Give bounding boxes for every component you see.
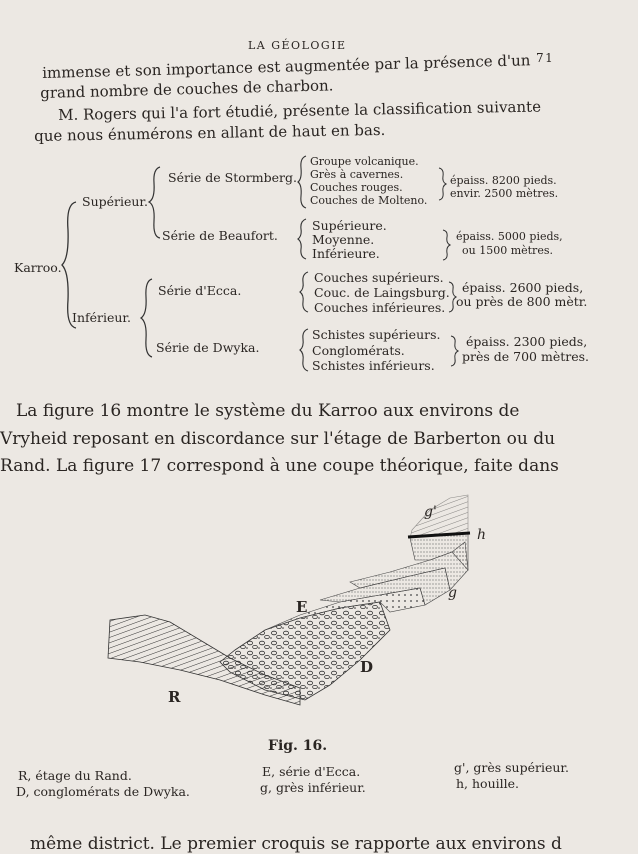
paragraph-line-1: La figure 16 montre le système du Karroo aux environs de bbox=[16, 401, 520, 421]
paragraph-line-2: Vryheid reposant en discordance sur l'étage de Barberton ou du bbox=[0, 429, 556, 449]
figure-label-h: h bbox=[477, 527, 487, 543]
running-header: LA GÉOLOGIE bbox=[248, 39, 347, 52]
intro-line-3: M. Rogers qui l'a fort étudié, présente la classification suivante bbox=[58, 97, 542, 124]
ecca-layer-3: Couches inférieures. bbox=[314, 300, 446, 315]
beaufort-thickness-1: épaiss. 5000 pieds, bbox=[456, 230, 563, 243]
ecca-layer-2: Couc. de Laingsburg. bbox=[314, 285, 450, 300]
legend-g: g, grès inférieur. bbox=[260, 780, 366, 795]
label-dwyka: Série de Dwyka. bbox=[156, 340, 260, 355]
dwyka-thickness-2: près de 700 mètres. bbox=[462, 349, 590, 364]
dwyka-thickness-1: épaiss. 2300 pieds, bbox=[466, 334, 588, 349]
label-inferieur: Inférieur. bbox=[72, 310, 132, 325]
brace-ecca bbox=[298, 270, 312, 314]
dwyka-layer-2: Conglomérats. bbox=[312, 343, 405, 358]
intro-line-4: que nous énumérons en allant de haut en bas. bbox=[34, 120, 386, 145]
figure-label-E: E bbox=[296, 598, 308, 616]
stormberg-layer-3: Couches rouges. bbox=[310, 181, 403, 194]
label-ecca: Série d'Ecca. bbox=[158, 283, 242, 298]
footer-line-partial: même district. Le premier croquis se rapporte aux environs d bbox=[30, 834, 562, 854]
brace-beaufort-thickness bbox=[440, 228, 452, 262]
ecca-thickness-1: épaiss. 2600 pieds, bbox=[462, 280, 584, 295]
brace-inferieur bbox=[138, 277, 158, 359]
paragraph-line-3: Rand. La figure 17 correspond à une coupe théorique, faite dans bbox=[0, 456, 559, 476]
figure-label-g: g bbox=[448, 585, 457, 601]
beaufort-thickness-2: ou 1500 mètres. bbox=[462, 244, 553, 257]
root-karroo: Karroo. bbox=[14, 260, 62, 275]
figure-label-R: R bbox=[168, 688, 181, 706]
legend-R: R, étage du Rand. bbox=[18, 768, 132, 783]
legend-D: D, conglomérats de Dwyka. bbox=[16, 784, 190, 799]
label-superieur: Supérieur. bbox=[82, 194, 149, 209]
legend-h: h, houille. bbox=[456, 776, 519, 791]
figure-label-g-prime: g' bbox=[424, 504, 437, 520]
beaufort-layer-3: Inférieure. bbox=[312, 246, 380, 261]
stormberg-thickness-2: envir. 2500 mètres. bbox=[450, 187, 559, 200]
stormberg-layer-4: Couches de Molteno. bbox=[310, 194, 428, 207]
legend-g-prime: g', grès supérieur. bbox=[454, 760, 570, 775]
intro-line-2: grand nombre de couches de charbon. bbox=[40, 76, 334, 102]
dwyka-layer-1: Schistes supérieurs. bbox=[312, 327, 441, 342]
brace-stormberg-thickness bbox=[436, 166, 448, 202]
brace-beaufort bbox=[296, 217, 310, 261]
intro-line-1: immense et son importance est augmentée par la présence d'un bbox=[42, 51, 531, 82]
stormberg-layer-1: Groupe volcanique. bbox=[310, 155, 419, 168]
beaufort-layer-2: Moyenne. bbox=[312, 232, 375, 247]
ecca-thickness-2: ou près de 800 mètr. bbox=[456, 294, 588, 309]
beaufort-layer-1: Supérieure. bbox=[312, 218, 387, 233]
legend-E: E, série d'Ecca. bbox=[262, 764, 361, 779]
stormberg-thickness-1: épaiss. 8200 pieds. bbox=[450, 174, 557, 187]
figure-caption: Fig. 16. bbox=[268, 738, 328, 754]
brace-dwyka-thickness bbox=[448, 334, 460, 368]
dwyka-layer-3: Schistes inférieurs. bbox=[312, 358, 435, 373]
label-stormberg: Série de Stormberg. bbox=[168, 170, 297, 185]
ecca-layer-1: Couches supérieurs. bbox=[314, 270, 444, 285]
brace-stormberg bbox=[296, 154, 310, 210]
stormberg-layer-2: Grès à cavernes. bbox=[310, 168, 404, 181]
brace-dwyka bbox=[298, 327, 312, 373]
label-beaufort: Série de Beaufort. bbox=[162, 228, 278, 243]
figure-label-D: D bbox=[360, 658, 374, 676]
page-number: 71 bbox=[536, 51, 555, 65]
